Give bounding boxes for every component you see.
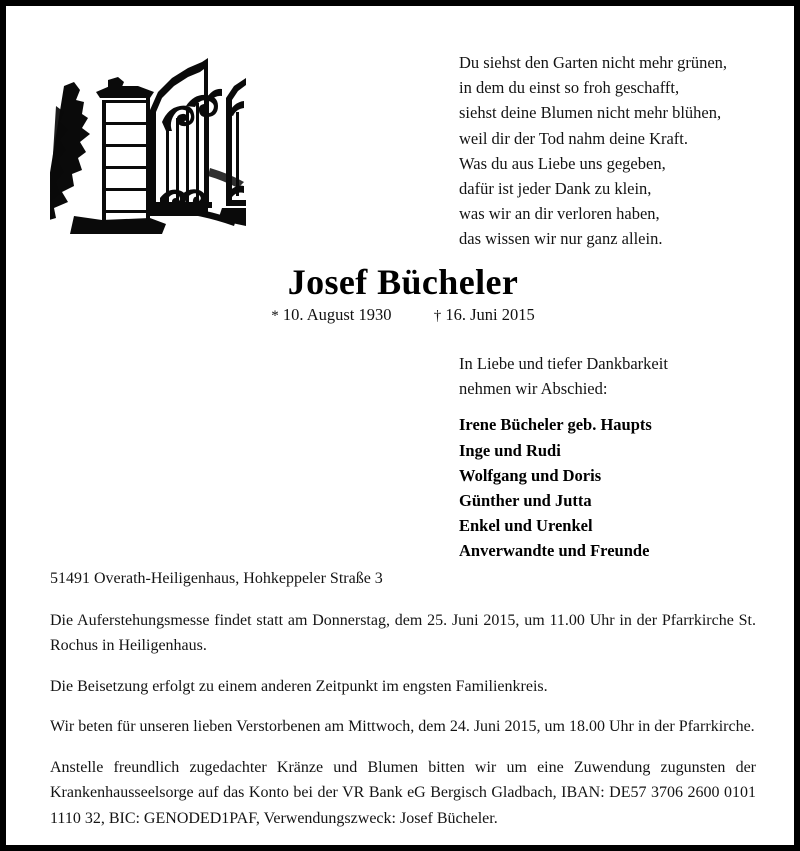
deceased-name-block	[6, 261, 794, 327]
family-address: 51491 Overath-Heiligenhaus, Hohkeppeler Straße 3	[50, 570, 383, 587]
mourners-names	[459, 412, 789, 563]
poem-line: weil dir der Tod nahm deine Kraft.	[459, 128, 689, 148]
mourner-name: Inge und Rudi	[459, 440, 561, 460]
mourners-intro-line: nehmen wir Abschied:	[459, 379, 608, 399]
donation-info: Anstelle freundlich zugedachter Kränze und Blumen bitten wir um eine Zuwendung zugunsten der Krankenhausseelsorge auf das Konto bei der VR Bank eG Bergisch Gladbach, IBAN: DE57 3706 2600 0101 1110 32, BIC: GENODED1PAF, Verwendungszweck: Josef Bücheler.	[50, 758, 756, 827]
poem-line: das wissen wir nur ganz allein.	[459, 229, 663, 249]
mourner-name: Enkel und Urenkel	[459, 516, 593, 536]
header-area	[6, 6, 794, 256]
poem-line: was wir an dir verloren haben,	[459, 204, 660, 224]
mourner-name: Anverwandte und Freunde	[459, 541, 650, 561]
poem-line: siehst deine Blumen nicht mehr blühen,	[459, 103, 722, 123]
poem-line: Du siehst den Garten nicht mehr grünen,	[459, 53, 728, 72]
mourners-intro	[459, 351, 789, 401]
death-date: 16. Juni 2015	[445, 305, 535, 324]
poem-line: in dem du einst so froh geschafft,	[459, 78, 680, 98]
mourner-name: Wolfgang und Doris	[459, 465, 602, 485]
memorial-poem	[459, 50, 779, 252]
poem-line: Was du aus Liebe uns gegeben,	[459, 153, 666, 173]
open-garden-gate-icon	[50, 48, 246, 238]
death-symbol: †	[433, 308, 442, 324]
life-dates	[6, 304, 794, 327]
mourners-intro-line: In Liebe und tiefer Dankbarkeit	[459, 354, 668, 373]
prayer-info: Wir beten für unseren lieben Verstorbenen am Mittwoch, dem 24. Juni 2015, um 18.00 Uhr in der Pfarrkirche.	[50, 718, 755, 735]
funeral-details	[50, 566, 756, 831]
birth-symbol: *	[271, 308, 279, 324]
mourners-block	[459, 351, 789, 564]
burial-info: Die Beisetzung erfolgt zu einem anderen Zeitpunkt im engsten Familienkreis.	[50, 677, 548, 695]
poem-line: dafür ist jeder Dank zu klein,	[459, 178, 652, 198]
birth-date: 10. August 1930	[282, 305, 392, 324]
mourner-name: Günther und Jutta	[459, 490, 592, 510]
resurrection-mass-info: Die Auferstehungsmesse findet statt am Donnerstag, dem 25. Juni 2015, um 11.00 Uhr in der Pfarrkirche St. Rochus in Heiligenhaus.	[50, 611, 756, 654]
deceased-name: Josef Bücheler	[287, 262, 519, 302]
mourner-name: Irene Bücheler geb. Haupts	[459, 415, 652, 435]
